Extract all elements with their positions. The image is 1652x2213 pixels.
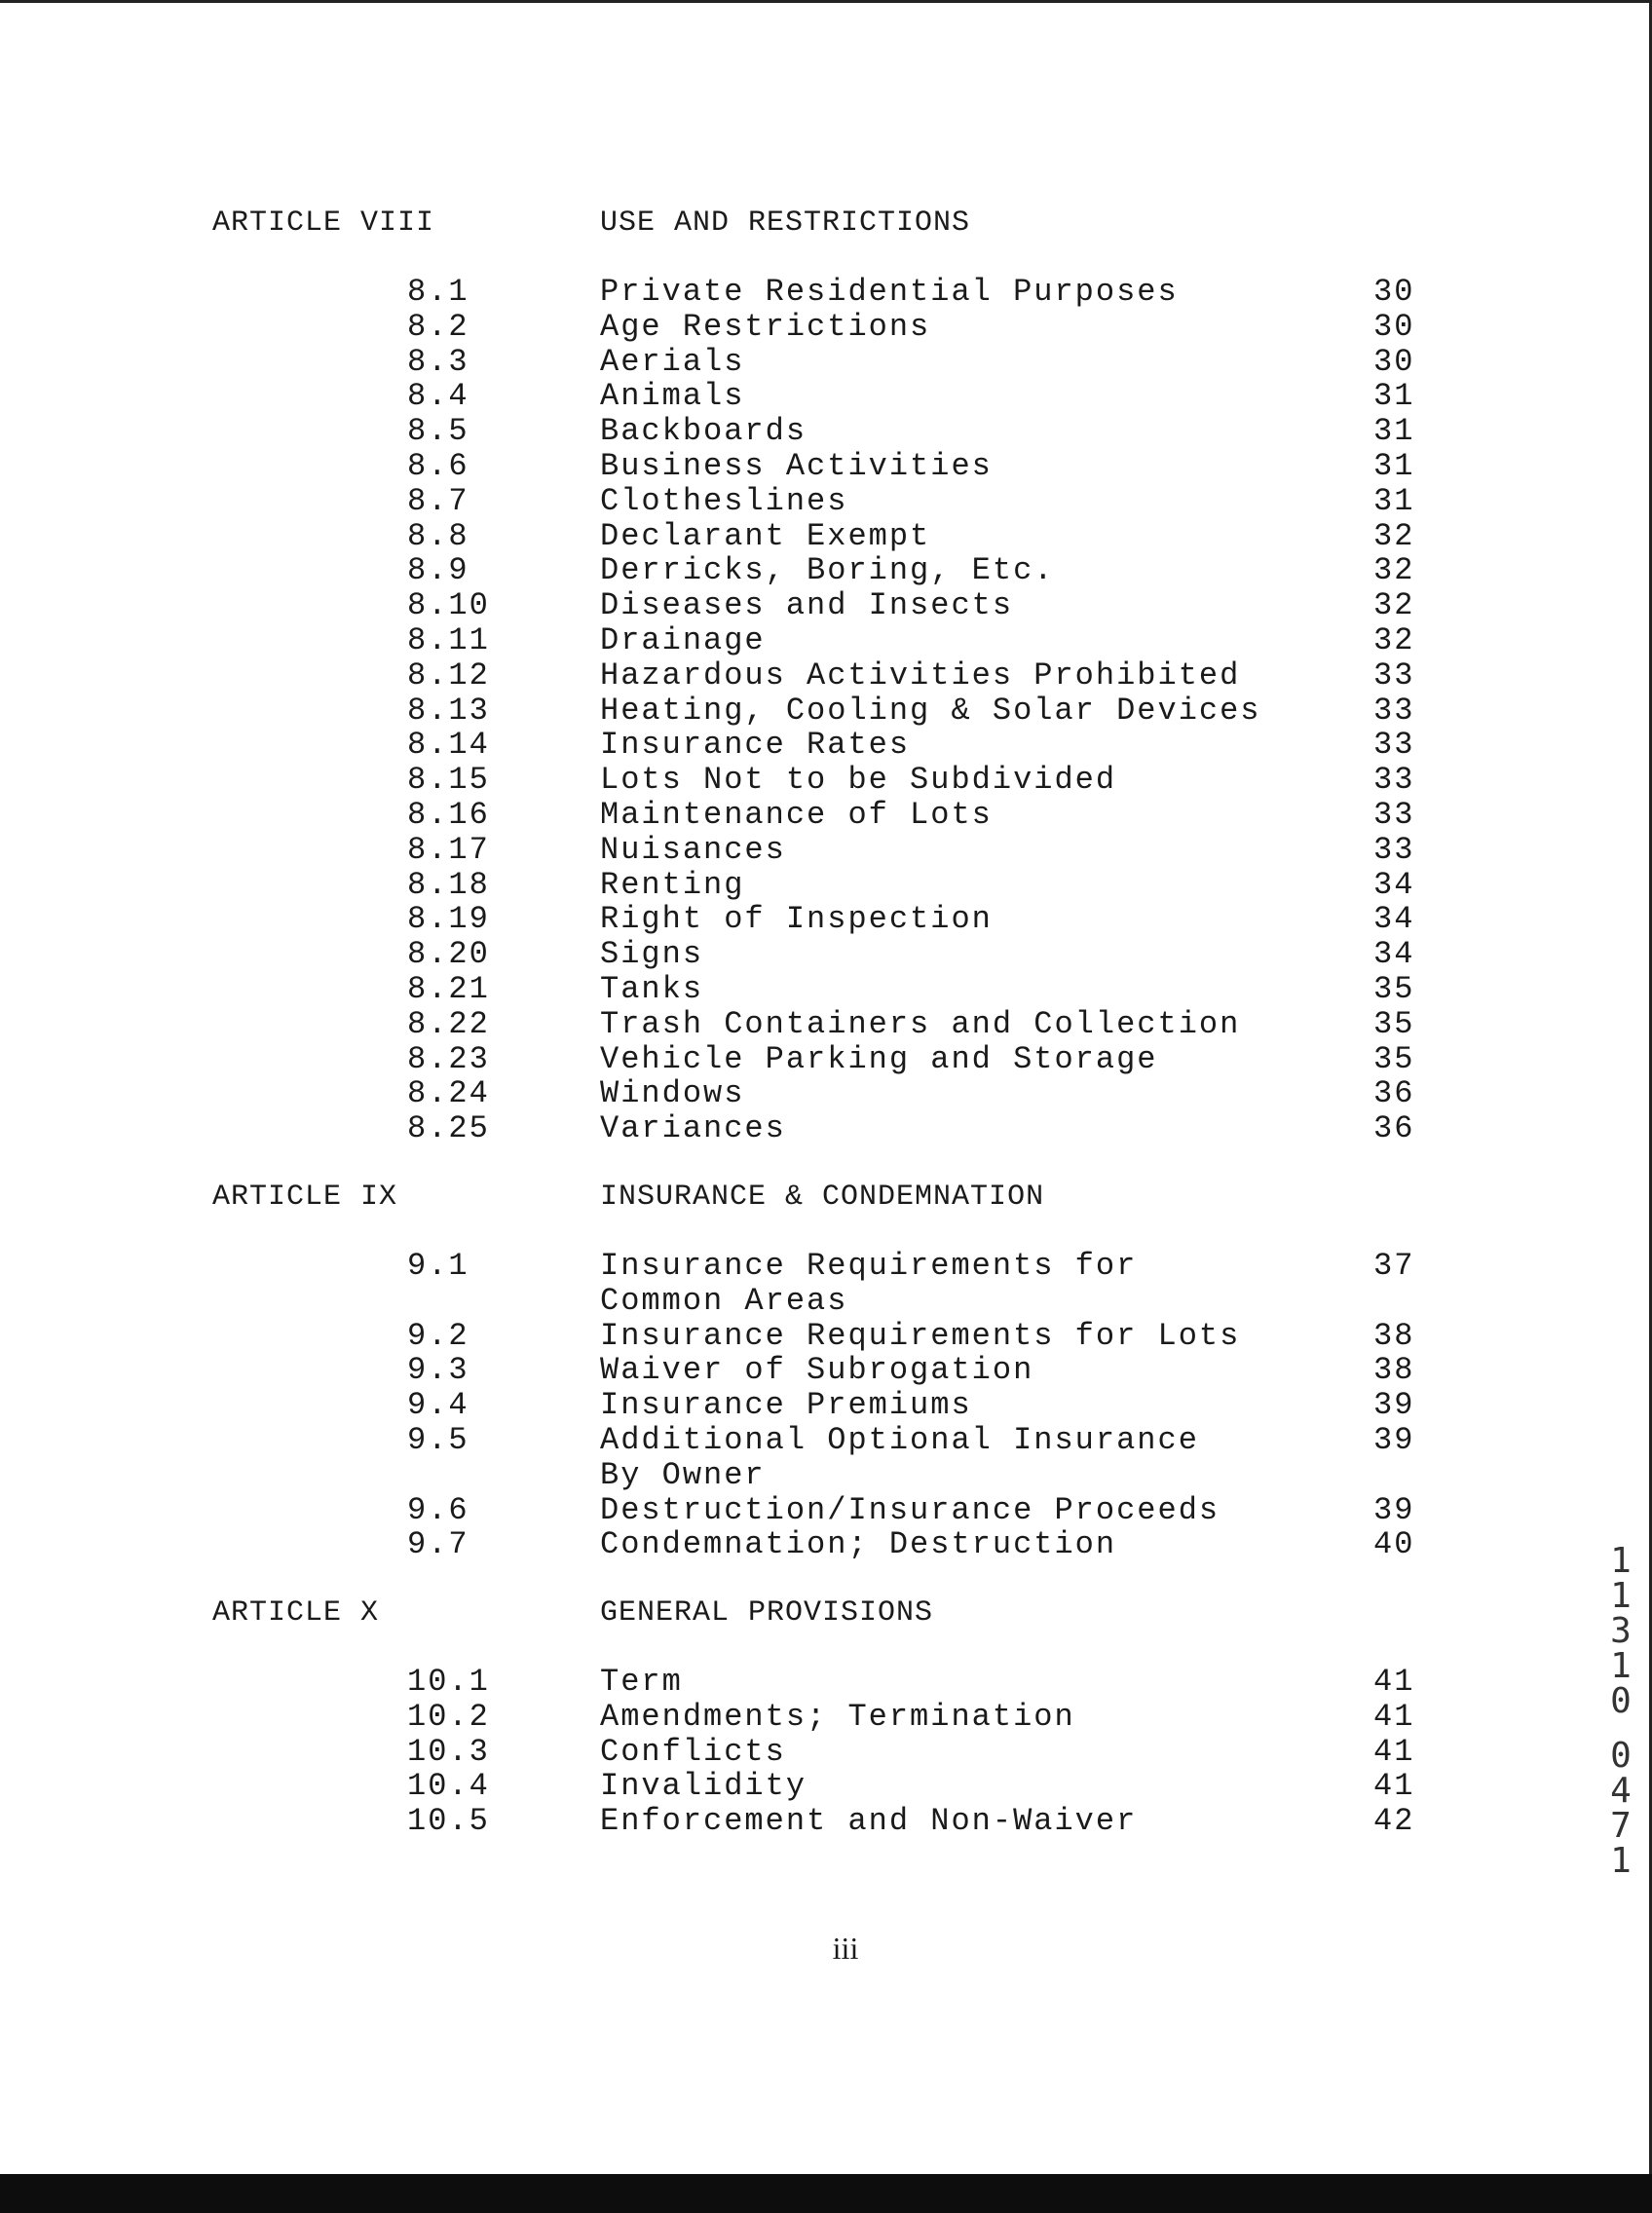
- entry-section-number: 9.2: [407, 1317, 469, 1354]
- entry-section-number: 8.22: [407, 1005, 490, 1042]
- entry-title: Condemnation; Destruction: [600, 1526, 1117, 1563]
- entry-page-number: 30: [1373, 274, 1415, 310]
- entry-section-number: 8.6: [407, 448, 469, 484]
- entry-title: Lots Not to be Subdivided: [600, 762, 1117, 799]
- scan-border-bottom: [0, 2174, 1652, 2213]
- article-title: USE AND RESTRICTIONS: [600, 206, 971, 240]
- entry-page-number: 40: [1373, 1526, 1415, 1563]
- entry-section-number: 8.13: [407, 692, 490, 729]
- entry-page-number: 39: [1373, 1387, 1415, 1424]
- stamp-digit: 0: [1610, 1681, 1632, 1721]
- stamp-digit: 3: [1610, 1611, 1632, 1651]
- entry-title: Insurance Requirements for Lots: [600, 1317, 1241, 1354]
- entry-title: Variances: [600, 1110, 786, 1147]
- entry-page-number: 31: [1373, 448, 1415, 484]
- page-folio: iii: [832, 1931, 859, 1966]
- entry-section-number: 8.25: [407, 1110, 490, 1147]
- article-title: GENERAL PROVISIONS: [600, 1596, 934, 1630]
- entry-section-number: 9.5: [407, 1422, 469, 1458]
- entry-section-number: 8.2: [407, 308, 469, 345]
- entry-title: Diseases and Insects: [600, 587, 1014, 624]
- entry-section-number: 8.4: [407, 378, 469, 415]
- entry-title: Animals: [600, 378, 745, 415]
- entry-section-number: 10.1: [407, 1664, 490, 1700]
- entry-section-number: 8.9: [407, 552, 469, 589]
- entry-title: Signs: [600, 936, 704, 973]
- entry-page-number: 33: [1373, 797, 1415, 833]
- entry-page-number: 32: [1373, 622, 1415, 658]
- entry-section-number: 8.11: [407, 622, 490, 658]
- entry-page-number: 34: [1373, 936, 1415, 973]
- entry-page-number: 31: [1373, 482, 1415, 519]
- entry-section-number: 9.7: [407, 1526, 469, 1563]
- entry-section-number: 8.7: [407, 482, 469, 519]
- entry-title: Maintenance of Lots: [600, 797, 993, 833]
- entry-title: Private Residential Purposes: [600, 274, 1179, 310]
- entry-section-number: 9.4: [407, 1387, 469, 1424]
- entry-page-number: 35: [1373, 1005, 1415, 1042]
- entry-page-number: 37: [1373, 1248, 1415, 1284]
- entry-page-number: 31: [1373, 413, 1415, 450]
- entry-section-number: 8.10: [407, 587, 490, 624]
- entry-page-number: 36: [1373, 1075, 1415, 1112]
- entry-title: Derricks, Boring, Etc.: [600, 552, 1055, 589]
- entry-page-number: 31: [1373, 378, 1415, 415]
- entry-title: Vehicle Parking and Storage: [600, 1040, 1158, 1077]
- entry-section-number: 9.1: [407, 1248, 469, 1284]
- article-label: ARTICLE X: [212, 1596, 380, 1630]
- entry-section-number: 8.14: [407, 727, 490, 764]
- entry-title: Common Areas: [600, 1282, 848, 1319]
- entry-section-number: 10.2: [407, 1698, 490, 1735]
- entry-title: Renting: [600, 866, 745, 903]
- entry-title: Destruction/Insurance Proceeds: [600, 1491, 1220, 1528]
- entry-page-number: 41: [1373, 1664, 1415, 1700]
- entry-title: Insurance Premiums: [600, 1387, 972, 1424]
- entry-page-number: 34: [1373, 866, 1415, 903]
- entry-title: Heating, Cooling & Solar Devices: [600, 692, 1261, 729]
- entry-title: Conflicts: [600, 1733, 786, 1770]
- entry-section-number: 8.5: [407, 413, 469, 450]
- entry-section-number: 8.16: [407, 797, 490, 833]
- entry-section-number: 8.19: [407, 901, 490, 938]
- entry-title: By Owner: [600, 1456, 766, 1493]
- entry-section-number: 8.18: [407, 866, 490, 903]
- entry-section-number: 8.21: [407, 971, 490, 1007]
- entry-page-number: 39: [1373, 1491, 1415, 1528]
- entry-title: Drainage: [600, 622, 766, 658]
- entry-section-number: 10.5: [407, 1803, 490, 1840]
- stamp-digit: 4: [1610, 1771, 1632, 1811]
- entry-page-number: 30: [1373, 308, 1415, 345]
- entry-title: Declarant Exempt: [600, 517, 931, 554]
- entry-title: Additional Optional Insurance: [600, 1422, 1199, 1458]
- entry-title: Nuisances: [600, 831, 786, 868]
- entry-page-number: 35: [1373, 1040, 1415, 1077]
- entry-title: Windows: [600, 1075, 745, 1112]
- entry-page-number: 41: [1373, 1768, 1415, 1805]
- entry-title: Right of Inspection: [600, 901, 993, 938]
- entry-title: Trash Containers and Collection: [600, 1005, 1241, 1042]
- entry-section-number: 8.23: [407, 1040, 490, 1077]
- entry-page-number: 33: [1373, 692, 1415, 729]
- stamp-digit: 1: [1610, 1576, 1632, 1616]
- scan-border-top: [0, 0, 1652, 3]
- entry-page-number: 30: [1373, 343, 1415, 380]
- entry-section-number: 9.6: [407, 1491, 469, 1528]
- article-title: INSURANCE & CONDEMNATION: [600, 1181, 1045, 1214]
- entry-section-number: 8.17: [407, 831, 490, 868]
- entry-title: Clotheslines: [600, 482, 848, 519]
- entry-page-number: 42: [1373, 1803, 1415, 1840]
- stamp-digit: 0: [1610, 1736, 1632, 1776]
- entry-section-number: 9.3: [407, 1352, 469, 1389]
- stamp-digit: 1: [1610, 1841, 1632, 1881]
- document-stamp-number: [1603, 1541, 1638, 1881]
- stamp-digit: 1: [1610, 1541, 1632, 1581]
- entry-page-number: 36: [1373, 1110, 1415, 1147]
- entry-title: Aerials: [600, 343, 745, 380]
- article-label: ARTICLE IX: [212, 1181, 398, 1214]
- entry-title: Amendments; Termination: [600, 1698, 1075, 1735]
- entry-page-number: 32: [1373, 552, 1415, 589]
- stamp-digit: 7: [1610, 1806, 1632, 1846]
- entry-title: Insurance Rates: [600, 727, 911, 764]
- entry-section-number: 8.3: [407, 343, 469, 380]
- entry-page-number: 38: [1373, 1317, 1415, 1354]
- entry-section-number: 10.3: [407, 1733, 490, 1770]
- entry-title: Waiver of Subrogation: [600, 1352, 1034, 1389]
- entry-section-number: 10.4: [407, 1768, 490, 1805]
- entry-page-number: 32: [1373, 517, 1415, 554]
- entry-page-number: 35: [1373, 971, 1415, 1007]
- entry-title: Age Restrictions: [600, 308, 931, 345]
- entry-section-number: 8.1: [407, 274, 469, 310]
- entry-page-number: 33: [1373, 727, 1415, 764]
- entry-page-number: 32: [1373, 587, 1415, 624]
- entry-page-number: 33: [1373, 762, 1415, 799]
- entry-title: Enforcement and Non-Waiver: [600, 1803, 1138, 1840]
- entry-title: Hazardous Activities Prohibited: [600, 656, 1241, 694]
- stamp-digit: 1: [1610, 1646, 1632, 1686]
- entry-page-number: 33: [1373, 656, 1415, 694]
- entry-page-number: 38: [1373, 1352, 1415, 1389]
- entry-page-number: 39: [1373, 1422, 1415, 1458]
- entry-section-number: 8.12: [407, 656, 490, 694]
- entry-page-number: 34: [1373, 901, 1415, 938]
- entry-title: Backboards: [600, 413, 807, 450]
- entry-title: Business Activities: [600, 448, 993, 484]
- article-label: ARTICLE VIII: [212, 206, 435, 240]
- entry-title: Invalidity: [600, 1768, 807, 1805]
- entry-section-number: 8.24: [407, 1075, 490, 1112]
- entry-title: Insurance Requirements for: [600, 1248, 1138, 1284]
- entry-section-number: 8.8: [407, 517, 469, 554]
- entry-title: Term: [600, 1664, 683, 1700]
- entry-section-number: 8.20: [407, 936, 490, 973]
- entry-section-number: 8.15: [407, 762, 490, 799]
- entry-page-number: 41: [1373, 1733, 1415, 1770]
- entry-title: Tanks: [600, 971, 704, 1007]
- entry-page-number: 33: [1373, 831, 1415, 868]
- entry-page-number: 41: [1373, 1698, 1415, 1735]
